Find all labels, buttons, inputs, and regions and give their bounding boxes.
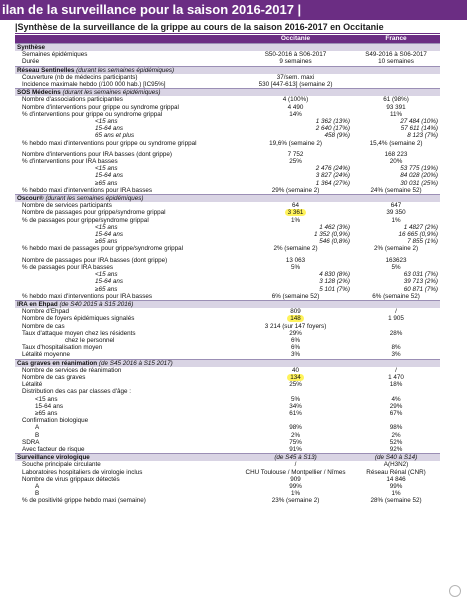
france-detail: 16 665 (0,9%) — [398, 231, 439, 239]
section-title — [15, 454, 239, 462]
row-label: <15 ans — [95, 223, 118, 231]
france-value — [352, 132, 392, 139]
section-period-france — [352, 195, 440, 203]
france-value — [352, 125, 392, 132]
occitanie-detail: 3 827 (24%) — [315, 172, 351, 180]
table-row — [15, 483, 440, 490]
france-value — [352, 337, 440, 344]
row-label: Nombre de passages pour grippe/syndrome grippal — [22, 209, 166, 217]
table-header-row — [15, 35, 440, 44]
section-period-occitanie — [239, 359, 352, 367]
france-value: 11% — [389, 110, 403, 118]
france-value: 1% — [391, 490, 401, 498]
occitanie-value: 6% — [290, 336, 301, 344]
section-note: (durant les semaines épidémiques) — [62, 89, 161, 97]
row-label: <15 ans — [95, 118, 118, 126]
table-row — [15, 51, 440, 58]
france-value — [352, 118, 392, 125]
table-row — [15, 374, 440, 381]
occitanie-value: 3 214 (sur 147 foyers) — [264, 322, 327, 330]
occitanie-detail: 1 362 (13%) — [315, 118, 351, 126]
table-row — [15, 367, 440, 374]
occitanie-value — [239, 224, 287, 231]
france-value — [352, 81, 440, 89]
section-period-occitanie — [239, 44, 352, 52]
row-label: <15 ans — [35, 395, 58, 403]
row-label: Confirmation biologique — [22, 417, 89, 425]
surveillance-table — [15, 35, 440, 505]
row-label: Souche principale circulante — [22, 461, 101, 469]
table-row — [15, 209, 440, 216]
table-row — [15, 81, 440, 89]
occitanie-value — [239, 172, 287, 179]
occitanie-detail: 2 476 (24%) — [315, 165, 351, 173]
occitanie-detail: 1 364 (27%) — [315, 179, 351, 187]
france-value — [352, 417, 440, 424]
table-row — [15, 476, 440, 483]
france-detail: 84 028 (20%) — [400, 172, 439, 180]
occitanie-value: 23% (semaine 2) — [271, 497, 320, 505]
table-row — [15, 439, 440, 446]
occitanie-value: 29% (semaine 2) — [271, 186, 320, 194]
france-value: 18% — [389, 381, 403, 389]
section-label: Cas graves en réanimation — [17, 359, 98, 367]
row-label: Nombre de cas graves — [22, 373, 86, 381]
row-label: % hebdo maxi d'interventions pour IRA basses — [22, 292, 153, 300]
france-value: 10 semaines — [378, 58, 414, 66]
occitanie-value: 6% — [290, 344, 301, 352]
table-row — [15, 417, 440, 424]
row-label: Nombre d'associations participantes — [22, 96, 123, 104]
france-value: / — [395, 308, 397, 316]
occitanie-value: 14% — [289, 110, 302, 118]
row-label: Laboratoires hospitaliers de virologie inclus — [22, 468, 143, 476]
row-label: Nombre de foyers épidémiques signalés — [22, 315, 135, 323]
occitanie-value: 5% — [290, 263, 301, 271]
occitanie-detail: 1 462 (3%) — [319, 223, 351, 231]
row-label: Taux d'hospitalisation moyen — [22, 344, 103, 352]
occitanie-value: 40 — [292, 366, 300, 374]
section-title — [15, 195, 239, 203]
france-value — [352, 172, 392, 179]
row-label: Incidence maximale hebdo (/100 000 hab.) [IC95%] — [22, 81, 166, 89]
section-period-france — [352, 89, 440, 97]
section-label: Synthèse — [17, 44, 45, 51]
table-row — [15, 74, 440, 81]
row-label: ≥65 ans — [95, 285, 118, 293]
row-label: A — [35, 482, 40, 490]
france-value — [352, 165, 392, 172]
table-row — [15, 245, 440, 252]
occitanie-value: 1% — [290, 490, 301, 498]
table-body — [15, 44, 440, 505]
france-value: 28% — [389, 329, 403, 337]
france-detail: 53 775 (19%) — [400, 165, 439, 173]
occitanie-value: 530 [447-613] (semaine 2) — [258, 81, 333, 89]
table-row — [15, 238, 440, 245]
header-occitanie: Occitanie — [239, 35, 352, 44]
france-value — [352, 323, 440, 330]
occitanie-value: 2% (semaine 2) — [273, 245, 318, 253]
france-value: 4% — [391, 395, 401, 403]
row-label: chez le personnel — [65, 336, 115, 344]
france-value: 67% — [389, 409, 403, 417]
occitanie-value — [239, 238, 287, 245]
france-value: 3% — [391, 351, 401, 359]
table-row — [15, 58, 440, 66]
france-value: 29% — [389, 402, 403, 410]
table-row — [15, 217, 440, 224]
section-header-row — [15, 359, 440, 367]
table-row — [15, 403, 440, 410]
table-row — [15, 257, 440, 264]
occitanie-value: 29% — [289, 329, 302, 337]
france-value: 8% — [391, 344, 401, 352]
table-row — [15, 424, 440, 431]
highlighted-value: 3 361 — [285, 209, 307, 216]
france-value: 1 470 — [388, 373, 404, 381]
occitanie-value: 37/sem. maxi — [276, 73, 315, 81]
table-row — [15, 187, 440, 195]
section-note: (de S45 2016 à S15 2017) — [98, 359, 173, 367]
row-label: % d'interventions pour IRA basses — [22, 158, 118, 166]
row-label: Durée — [22, 58, 40, 66]
section-header-row — [15, 44, 440, 52]
occitanie-value: 75% — [289, 438, 302, 446]
section-title — [15, 66, 239, 74]
section-header-row — [15, 454, 440, 462]
occitanie-value — [239, 132, 287, 139]
france-value: 1% — [391, 216, 401, 224]
occitanie-value — [239, 125, 287, 132]
table-row — [15, 446, 440, 454]
occitanie-value — [239, 315, 352, 322]
section-header-row — [15, 66, 440, 74]
section-period-occitanie — [239, 66, 352, 74]
occitanie-detail: 2 640 (17%) — [315, 125, 351, 133]
row-label: Nombre d'Ehpad — [22, 308, 70, 316]
occitanie-value: 61% — [289, 409, 302, 417]
occitanie-value: 91% — [289, 445, 302, 453]
table-row — [15, 432, 440, 439]
france-value — [352, 388, 440, 395]
row-label: % hebdo maxi d'interventions pour grippe ou syndrome grippal — [22, 139, 197, 147]
france-value — [352, 238, 392, 245]
occitanie-value: 13 063 — [285, 256, 306, 264]
table-row — [15, 264, 440, 271]
row-label: Nombre de passages pour IRA basses (dont grippe) — [22, 256, 168, 264]
table-row — [15, 337, 440, 344]
occitanie-detail: 546 (0,8%) — [319, 238, 351, 246]
table-row — [15, 461, 440, 468]
table-row — [15, 388, 440, 395]
france-value: 28% (semaine 52) — [370, 497, 422, 505]
table-row — [15, 410, 440, 417]
section-period-occitanie: (de S45 à S13) — [239, 454, 352, 462]
france-value: 2% (semaine 2) — [373, 245, 419, 253]
row-label: Semaines épidémiques — [22, 51, 88, 59]
occitanie-value: 25% — [289, 158, 302, 166]
table-row — [15, 165, 440, 172]
row-label: % d'interventions pour grippe ou syndrome grippal — [22, 110, 163, 118]
france-value — [352, 278, 392, 285]
france-value — [352, 271, 392, 278]
france-value: 99% — [389, 482, 403, 490]
occitanie-value: 9 semaines — [279, 58, 312, 66]
row-label: % hebdo maxi d'interventions pour IRA basses — [22, 186, 153, 194]
table-row — [15, 202, 440, 209]
highlighted-value: 148 — [287, 315, 304, 322]
occitanie-value: 909 — [290, 475, 301, 483]
table-row — [15, 490, 440, 497]
logo-icon — [449, 585, 461, 597]
occitanie-value: 809 — [290, 308, 301, 316]
section-note: (durant les semaines épidémiques) — [76, 66, 175, 74]
highlighted-value: 134 — [287, 374, 304, 381]
table-row — [15, 293, 440, 301]
france-value: 647 — [390, 202, 402, 210]
section-note: (de S40 2015 à S15 2016) — [59, 300, 134, 308]
france-value — [352, 231, 392, 238]
row-label: Létalité — [22, 381, 43, 389]
occitanie-detail: 4 830 (8%) — [319, 271, 351, 279]
occitanie-value — [239, 118, 287, 125]
row-label: ≥65 ans — [35, 409, 58, 417]
france-value: / — [395, 366, 397, 374]
occitanie-value: 2% — [290, 431, 301, 439]
table-row — [15, 224, 440, 231]
france-value: 14 846 — [386, 475, 406, 483]
header-france: France — [352, 35, 440, 44]
row-label: ≥65 ans — [95, 238, 118, 246]
section-period-france — [352, 359, 440, 367]
section-label: IRA en Ehpad — [17, 300, 58, 308]
row-label: Nombre de services participants — [22, 202, 112, 210]
france-value: S49-2016 à S06-2017 — [365, 51, 427, 59]
table-row — [15, 286, 440, 293]
france-value: 1 905 — [388, 315, 404, 323]
occitanie-value — [239, 417, 352, 424]
occitanie-value: / — [294, 461, 297, 469]
row-label: Taux d'attaque moyen chez les résidents — [22, 329, 136, 337]
occitanie-value: 19,6% (semaine 2) — [269, 139, 322, 147]
occitanie-value: 1% — [290, 216, 301, 224]
occitanie-value — [239, 374, 352, 381]
table-row — [15, 111, 440, 118]
france-detail: 8 123 (7%) — [407, 132, 439, 140]
france-value — [352, 224, 392, 231]
france-detail: 1 4827 (2%) — [403, 223, 439, 231]
france-value — [352, 286, 392, 293]
row-label: SDRA — [22, 438, 40, 446]
occitanie-detail: 5 101 (7%) — [319, 285, 351, 293]
section-title — [15, 300, 239, 308]
section-title — [15, 89, 239, 97]
row-label: Couverture (nb de médecins participants) — [22, 73, 138, 81]
row-label: Nombre de services de réanimation — [22, 366, 122, 374]
occitanie-value: S50-2016 à S06-2017 — [264, 51, 327, 59]
france-value: 52% — [389, 438, 403, 446]
row-label: % de positivité grippe hebdo maxi (semaine) — [22, 497, 146, 505]
row-label: % de passages pour grippe/syndrome grippal — [22, 216, 149, 224]
table-row — [15, 315, 440, 322]
row-label: % de passages pour IRA basses — [22, 263, 114, 271]
france-value: 39 350 — [386, 209, 406, 217]
france-detail: 30 031 (25%) — [400, 179, 439, 187]
table-row — [15, 330, 440, 337]
occitanie-value: 99% — [289, 482, 302, 490]
table-row — [15, 469, 440, 476]
table-row — [15, 271, 440, 278]
occitanie-value: CHU Toulouse / Montpellier / Nîmes — [245, 468, 346, 476]
table-row — [15, 323, 440, 330]
occitanie-value: 25% — [289, 381, 302, 389]
row-label: A — [35, 424, 40, 432]
report-subtitle: |Synthèse de la surveillance de la grippe au cours de la saison 2016-2017 en Occitanie — [15, 22, 384, 32]
occitanie-value — [239, 271, 287, 278]
occitanie-value: 3% — [290, 351, 301, 359]
section-period-occitanie — [239, 300, 352, 308]
row-label: Nombre d'interventions pour grippe ou syndrome grippal — [22, 103, 179, 111]
france-detail: 39 713 (2%) — [403, 278, 439, 286]
france-value: 163623 — [385, 256, 407, 264]
france-detail: 60 871 (7%) — [403, 285, 439, 293]
france-value: 61 (98%) — [383, 96, 409, 104]
france-value: A(H3N2) — [383, 461, 409, 469]
row-label: 15-64 ans — [95, 172, 124, 180]
france-value — [352, 180, 392, 187]
occitanie-value: 6% (semaine 52) — [271, 292, 320, 300]
france-value: 93 391 — [386, 103, 406, 111]
occitanie-value — [239, 388, 352, 395]
section-label: Réseau Sentinelles — [17, 66, 75, 74]
occitanie-value: 34% — [289, 402, 302, 410]
section-header-row — [15, 195, 440, 203]
occitanie-value: 4 (100%) — [282, 96, 309, 104]
row-label: Nombre de cas — [22, 322, 65, 330]
table-row — [15, 132, 440, 139]
row-label: Létalité moyenne — [22, 351, 70, 359]
table-row — [15, 344, 440, 351]
section-period-occitanie — [239, 195, 352, 203]
france-value: 5% — [391, 263, 401, 271]
section-period-france — [352, 44, 440, 52]
occitanie-value — [239, 231, 287, 238]
occitanie-value: 98% — [289, 424, 302, 432]
occitanie-value: 64 — [292, 202, 300, 210]
section-label: Surveillance virologique — [17, 454, 90, 462]
table-row — [15, 104, 440, 111]
table-row — [15, 381, 440, 388]
occitanie-value — [239, 209, 352, 216]
section-label: SOS Médecins — [17, 89, 61, 97]
table-row — [15, 180, 440, 187]
section-header-row — [15, 300, 440, 308]
occitanie-detail: 1 352 (0,9%) — [313, 231, 351, 239]
france-value: 6% (semaine 52) — [372, 292, 420, 300]
row-label: B — [35, 431, 40, 439]
france-detail: 7 855 (1%) — [407, 238, 439, 246]
france-value: Réseau Rénal (CNR) — [366, 468, 426, 476]
occitanie-detail: 3 128 (2%) — [319, 278, 351, 286]
occitanie-value: 7 752 — [287, 150, 304, 158]
section-title — [15, 44, 239, 52]
row-label: Distribution des cas par classes d'âge : — [22, 388, 132, 396]
row-label: <15 ans — [95, 271, 118, 279]
table-row — [15, 308, 440, 315]
occitanie-value: 5% — [290, 395, 301, 403]
table-row — [15, 172, 440, 179]
table-row — [15, 118, 440, 125]
section-period-france — [352, 66, 440, 74]
section-header-row — [15, 89, 440, 97]
france-value: 98% — [389, 424, 403, 432]
table-row — [15, 96, 440, 103]
occitanie-value — [239, 165, 287, 172]
occitanie-value — [239, 180, 287, 187]
subtitle-divider — [15, 33, 440, 34]
france-detail: 27 484 (10%) — [400, 118, 439, 126]
france-value: 15,4% (semaine 2) — [369, 139, 423, 147]
section-label: Oscour® — [17, 195, 44, 203]
section-title — [15, 359, 239, 367]
row-label: Avec facteur de risque — [22, 445, 85, 453]
occitanie-value: 4 490 — [287, 103, 304, 111]
occitanie-value — [239, 278, 287, 285]
france-detail: 63 031 (7%) — [403, 271, 439, 279]
report-title: ilan de la surveillance pour la saison 2016-2017 | — [0, 0, 467, 20]
row-label: 15-64 ans — [95, 125, 124, 133]
row-label: 15-64 ans — [35, 402, 64, 410]
row-label: 15-64 ans — [95, 278, 124, 286]
france-value — [352, 74, 440, 81]
france-value: 24% (semaine 52) — [370, 186, 422, 194]
row-label: <15 ans — [95, 165, 118, 173]
france-value: 20% — [389, 158, 403, 166]
row-label: B — [35, 490, 40, 498]
row-label: ≥65 ans — [95, 179, 118, 187]
table-row — [15, 125, 440, 132]
france-value: 92% — [389, 445, 403, 453]
table-row — [15, 231, 440, 238]
section-period-france — [352, 300, 440, 308]
header-indicator — [15, 35, 239, 44]
table-row — [15, 396, 440, 403]
row-label: Nombre d'interventions pour IRA basses (dont grippe) — [22, 150, 172, 158]
occitanie-detail: 458 (9%) — [324, 132, 351, 140]
france-value: 168 223 — [384, 150, 408, 158]
row-label: 15-64 ans — [95, 231, 124, 239]
france-detail: 57 611 (14%) — [400, 125, 439, 133]
row-label: Nombre de virus grippaux détectés — [22, 475, 120, 483]
row-label: % hebdo maxi de passages pour grippe/syndrome grippal — [22, 245, 184, 253]
table-row — [15, 497, 440, 504]
table-row — [15, 158, 440, 165]
table-row — [15, 140, 440, 147]
table-row — [15, 151, 440, 158]
occitanie-value — [239, 286, 287, 293]
table-row — [15, 351, 440, 359]
section-note: (durant les semaines épidémiques) — [45, 195, 144, 203]
table-row — [15, 278, 440, 285]
section-period-occitanie — [239, 89, 352, 97]
row-label: 65 ans et plus — [95, 132, 135, 140]
section-period-france: (de S40 à S14) — [352, 454, 440, 462]
france-value: 2% — [391, 431, 401, 439]
